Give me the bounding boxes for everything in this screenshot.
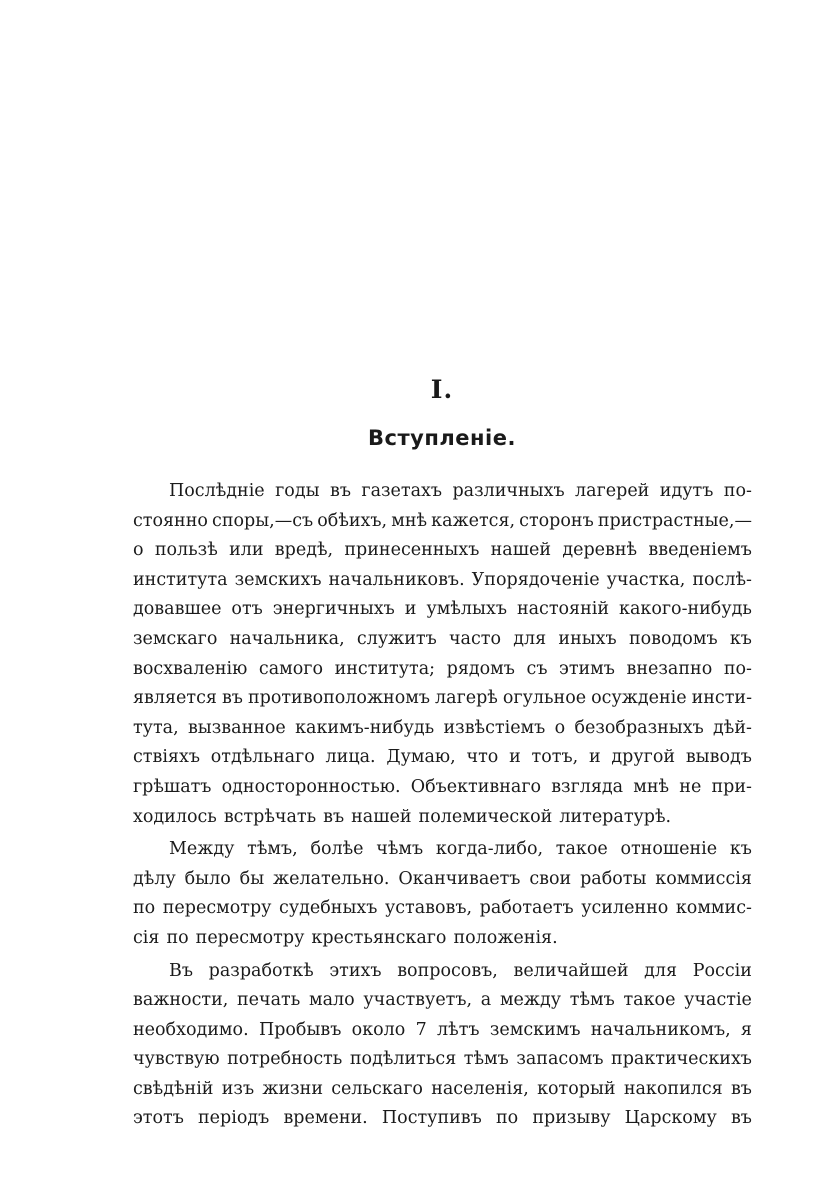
text-line: является въ противоположномъ лагерѣ огульное осужденіе инсти-	[133, 688, 752, 709]
text-line: Въ разработкѣ этихъ вопросовъ, величайшей для Россіи	[169, 960, 752, 981]
text-line: важности, печать мало участвуетъ, а между тѣмъ такое участіе	[133, 990, 752, 1011]
text-line: тута, вызванное какимъ-нибудь извѣстіемъ о безобразныхъ дѣй-	[133, 717, 752, 738]
paragraph	[133, 477, 752, 832]
text-line: дѣлу было бы желательно. Оканчиваетъ свои работы коммиссія	[133, 868, 752, 889]
text-line: о пользѣ или вредѣ, принесенныхъ нашей деревнѣ введеніемъ	[133, 540, 752, 561]
text-line: ствіяхъ отдѣльнаго лица. Думаю, что и тотъ, и другой выводъ	[133, 747, 752, 768]
body-text	[133, 477, 752, 1134]
text-line: Между тѣмъ, болѣе чѣмъ когда-либо, такое отношеніе къ	[169, 839, 752, 860]
text-line: земскаго начальника, служитъ часто для иныхъ поводомъ къ	[133, 628, 752, 649]
paragraph	[133, 835, 752, 953]
chapter-number: I.	[430, 375, 454, 404]
text-line: Послѣдніе годы въ газетахъ различныхъ лагерей идутъ по-	[169, 481, 752, 501]
text-line: восхваленію самого института; рядомъ съ этимъ внезапно по-	[133, 658, 752, 679]
text-line: стоянно споры,—съ обѣихъ, мнѣ кажется, сторонъ пристрастные,—	[133, 510, 752, 531]
text-line: свѣдѣній изъ жизни сельскаго населенія, который накопился въ	[133, 1078, 752, 1099]
text-line: по пересмотру судебныхъ уставовъ, работаетъ усиленно коммис-	[133, 898, 752, 919]
text-line: необходимо. Пробывъ около 7 лѣтъ земскимъ начальникомъ, я	[133, 1019, 752, 1040]
text-line: ходилось встрѣчать въ нашей полемической литературѣ.	[133, 806, 672, 827]
paragraph	[133, 957, 752, 1135]
chapter-title: Вступленіе.	[368, 426, 516, 450]
text-line: института земскихъ начальниковъ. Упорядоченіе участка, послѣ-	[133, 569, 752, 590]
text-line: довавшее отъ энергичныхъ и умѣлыхъ настояній какого-нибудь	[133, 599, 752, 620]
text-line: грѣшатъ односторонностью. Объективнаго взгляда мнѣ не при-	[133, 776, 752, 797]
text-line: сія по пересмотру крестьянскаго положенія.	[133, 927, 558, 948]
text-line: этотъ періодъ времени. Поступивъ по призыву Царскому въ	[133, 1108, 752, 1129]
text-line: чувствую потребность подѣлиться тѣмъ запасомъ практическихъ	[133, 1049, 752, 1070]
